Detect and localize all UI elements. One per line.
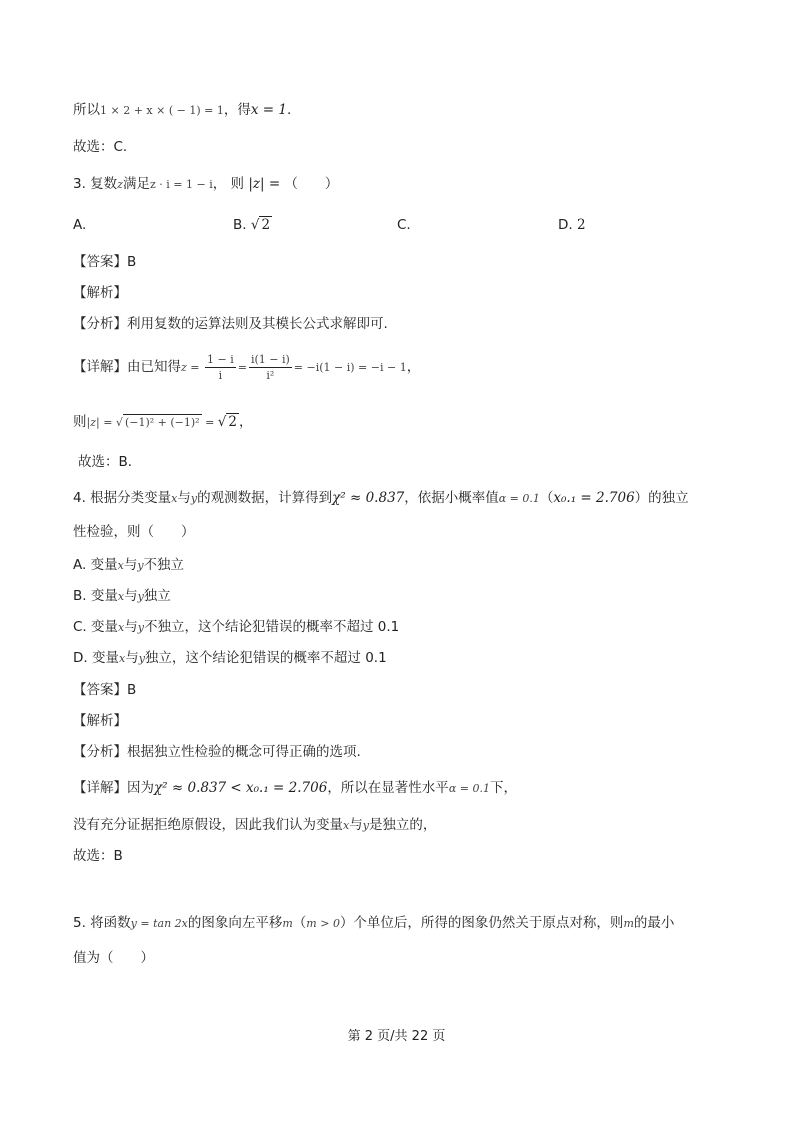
question-5-line2: 值为（ ） [73, 950, 154, 966]
text: ， 则 [212, 176, 245, 192]
question-4-line1: 4. 根据分类变量x与y的观测数据，计算得到χ² ≈ 0.837，依据小概率值α = 0.1（x₀.₁ = 2.706）的独立 [73, 490, 689, 506]
math-expression: 1 × 2 + x × ( − 1) = 1 [100, 104, 224, 117]
options-row-q3 [73, 215, 733, 237]
page-footer: 第 2 页/共 22 页 [347, 1029, 446, 1044]
question-4-line2: 性检验，则（ ） [73, 524, 195, 540]
text: 满足 [122, 176, 150, 192]
fenxi-q4: 【分析】根据独立性检验的概念可得正确的选项. [73, 744, 361, 760]
option-a: A. [73, 217, 87, 233]
math-expression: |z| = [248, 176, 285, 192]
text: 所以 [73, 102, 100, 118]
analysis-q4: 【解析】 [73, 713, 127, 729]
detail-q4: 【详解】因为χ² ≈ 0.837 < x₀.₁ = 2.706，所以在显著性水平α = 0.1下， [73, 780, 517, 796]
question-5-line1: 5. 将函数y = tan 2x的图象向左平移m（m > 0）个单位后，所得的图象仍然关于原点对称，则m的最小 [73, 915, 675, 931]
choice-q3: 故选：B． [78, 454, 142, 470]
question-number: 3. 复数 [73, 176, 118, 192]
detail-q3: 【详解】由已知得z = $\frac{1 - i}{i}$ = $\frac{i(1 - i)}{\text{i²}}$ = −i(1 − i) = −i − 1， [73, 352, 421, 382]
option-c: C. [397, 217, 411, 233]
option-d-q4: D. 变量x与y独立，这个结论犯错误的概率不超过 0.1 [73, 650, 387, 666]
analysis-q3: 【解析】 [73, 285, 127, 301]
answer-q4: 【答案】B [73, 682, 137, 698]
option-c-q4: C. 变量x与y不独立，这个结论犯错误的概率不超过 0.1 [73, 619, 400, 635]
choice-line: 故选：C. [73, 139, 128, 155]
option-d: D. 2 [558, 217, 586, 233]
choice-q4: 故选：B [73, 848, 123, 864]
detail-q4-line2: 没有充分证据拒绝原假设，因此我们认为变量x与y是独立的， [73, 817, 437, 833]
text: ，得 [223, 102, 251, 118]
math-expression: z · i = 1 − i [149, 178, 213, 191]
option-a-q4: A. 变量x与y不独立 [73, 557, 185, 573]
question-3 [73, 174, 338, 195]
option-b-q4: B. 变量x与y独立 [73, 588, 171, 604]
math-result: x = 1 [250, 102, 287, 118]
line-conclusion-x [73, 100, 291, 121]
modulus-line-q3: 则|z| = √ (−1)² + (−1)² = √ 2 ， [73, 414, 253, 430]
text: （ ） [284, 176, 339, 192]
math-var: z [117, 178, 123, 191]
option-b: B. √ 2 [233, 217, 271, 233]
answer-q3: 【答案】B [73, 254, 137, 270]
fenxi-q3: 【分析】利用复数的运算法则及其模长公式求解即可. [73, 316, 388, 332]
text: . [286, 102, 292, 118]
